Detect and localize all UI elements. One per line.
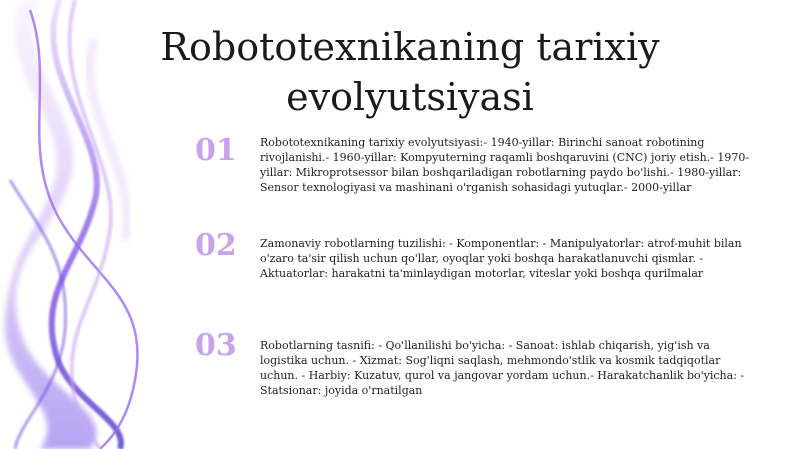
item-text: Zamonaviy robotlarning tuzilishi: - Komponentlar: - Manipulyatorlar: atrof-muhit bilan o'zaro ta'sir qilish uchun qo'llar, oyoqlar yoki boshqa harakatlanuvchi qismlar. - Aktuatorlar: harakatni ta'minlaydigan motorlar, viteslar yoki boshqa qurilmalar — [260, 237, 742, 280]
item-text: Robotlarning tasnifi: - Qo'llanilishi bo'yicha: - Sanoat: ishlab chiqarish, yig'ish va logistika uchun. - Xizmat: Sog'liqni saqlash, mehmondo'stlik va kosmik tadqiqotlar uchun. - Harbiy: Kuzatuv, qurol va jangovar yordam uchun.- Harakatchanlik bo'yicha: - Statsionar: joyida o'rnatilgan — [260, 339, 745, 397]
slide-title: Robototexnikaning tarixiy evolyutsiyasi — [160, 25, 660, 119]
item-number: 03 — [195, 328, 237, 363]
item-number: 01 — [195, 133, 237, 168]
item-number: 02 — [195, 228, 237, 263]
item-text: Robototexnikaning tarixiy evolyutsiyasi:- 1940-yillar: Birinchi sanoat robotining rivojlanishi.- 1960-yillar: Kompyuterning raqamli boshqaruvini (CNC) joriy etish.- 1970-yillar: Mikroprotsessor bilan boshqariladigan robotlarning paydo bo'lishi.- 1980-yillar: Sensor texnologiyasi va mashinani o'rganish sohasidagi yutuqlar.- 2000-yillar — [260, 136, 750, 194]
